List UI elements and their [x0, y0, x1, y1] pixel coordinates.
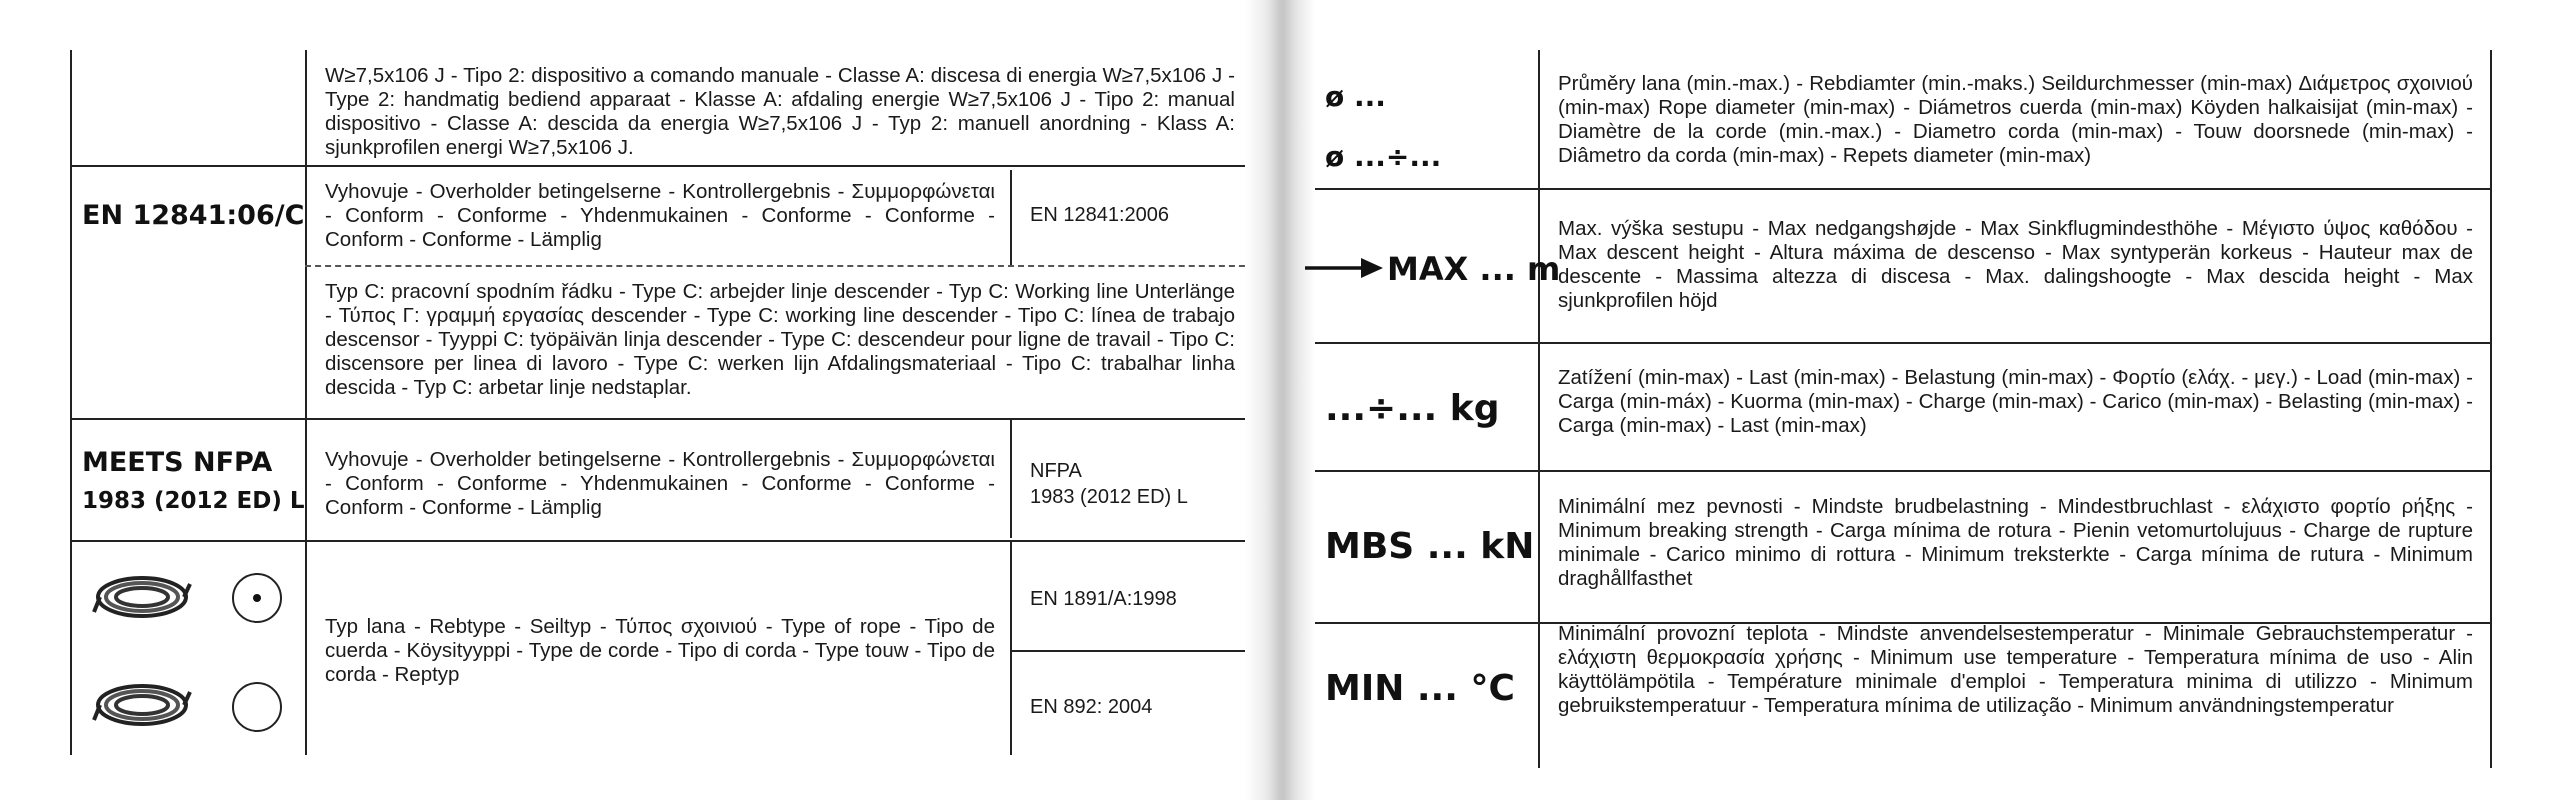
en12841-standard: EN 12841:2006 — [1030, 204, 1170, 226]
rope-coil-icon-double — [92, 680, 192, 730]
diameter-range-symbol: ø ...÷... — [1325, 140, 1442, 173]
diameter-symbol: ø ... — [1325, 80, 1386, 113]
right-page — [1275, 0, 2550, 800]
max-height-symbol: MAX ... m — [1387, 250, 1561, 288]
nfpa-conformity-text: Vyhovuje - Overholder betingelserne - Kontrollergebnis - Συμμορφώνεται - Conform - Conforme - Yhdenmukainen - Conforme - Conforme - Conform - Conforme - Lämplig — [325, 448, 995, 519]
right-row-separator-3 — [1315, 470, 2492, 472]
right-table-symbol-divider — [1538, 50, 1540, 768]
single-rope-symbol-icon — [232, 573, 282, 623]
row0-text: W≥7,5x106 J - Tipo 2: dispositivo a comando manuale - Classe A: discesa di energia W≥7,5x106 J - Type 2: handmatig bediend apparaat - Klasse A: afdaling energie W≥7,5x106 J - Tipo 2: manual dispositivo - Classe A: descida da energia W≥7,5x106 J - Typ 2: manuell anordning - Klass A: sjunkprofilen energi W≥7,5x106 J. — [325, 64, 1235, 159]
nfpa-label-line1: MEETS NFPA — [82, 447, 273, 478]
left-std-separator — [1010, 650, 1255, 652]
rope-coil-icon-single — [92, 572, 192, 622]
right-row-separator-2 — [1315, 342, 2492, 344]
left-table-label-divider — [305, 50, 307, 755]
load-symbol: ...÷... kg — [1325, 388, 1500, 429]
right-table-outer-line — [2490, 50, 2492, 768]
en12841-conformity-text: Vyhovuje - Overholder betingelserne - Kontrollergebnis - Συμμορφώνεται - Conform - Conforme - Yhdenmukainen - Conforme - Conforme - Conform - Conforme - Lämplig — [325, 180, 995, 251]
min-temperature-symbol: MIN ... °C — [1325, 668, 1515, 709]
nfpa-label-line2: 1983 (2012 ED) L — [82, 488, 305, 514]
left-table-std-divider-2 — [1010, 420, 1012, 538]
left-table-outer-line — [70, 50, 72, 755]
mbs-symbol: MBS ... kN — [1325, 526, 1535, 567]
nfpa-standard-line1: NFPA — [1030, 460, 1082, 482]
en12841-type-description: Typ C: pracovní spodním řádku - Type C: arbejder linje descender - Typ C: Working line Unterlänge - Τύπος Γ: γραμμή εργασίας descender - Type C: working line descender - Tipo C: línea de trabajo descensor - Tyyppi C: työpäivän linja descender - Type C: descendeur pour ligne de travail - Tipo C: discensore per linea di lavoro - Type C: werken lijn Afdalingsmateriaal - Tipo C: trabalhar linha descida - Typ C: arbetar linje nedstaplar. — [325, 280, 1235, 399]
min-temperature-text: Minimální provozní teplota - Mindste anvendelsestemperatur - Minimale Gebrauchstemperatur - ελάχιστη θερμοκρασία χρήσης - Minimum use temperature - Temperatura mínima de uso - Alin käyttölämpötila - Température minimale d'emploi - Temperatura minima di utilizzo - Minimum gebruikstemperatuur - Temperatura mínima de utilização - Minimum användningstemperatur — [1558, 622, 2473, 717]
left-table-std-divider-3 — [1010, 540, 1012, 755]
left-row-separator-2 — [70, 418, 1255, 420]
left-row-separator-1 — [70, 165, 1255, 167]
rope-type-text: Typ lana - Rebtype - Seiltyp - Τύπος σχοινιού - Type of rope - Tipo de cuerda - Köysityyppi - Type de corde - Tipo di corda - Type touw - Tipo de corda - Reptyp — [325, 615, 995, 686]
en12841-label: EN 12841:06/C — [82, 200, 305, 231]
left-row-dashed-separator — [305, 265, 1255, 267]
load-text: Zatížení (min-max) - Last (min-max) - Belastung (min-max) - Φορτίο (ελάχ. - μεγ.) - Load (min-max) - Carga (min-máx) - Kuorma (min-max) - Charge (min-max) - Carico (min-max) - Belasting (min-max) - Carga (min-max) - Last (min-max) — [1558, 366, 2473, 437]
diameter-text: Průměry lana (min.-max.) - Rebdiamter (min.-maks.) Seildurchmesser (min-max) Διάμετρος σχοινιού (min-max) Rope diameter (min-max) - Diámetros cuerda (min-max) Köyden halkaisijat (min-max) - Diamètre de la corde (min.-max.) - Diametro corda (min-max) - Touw doorsnede (min-max) - Diâmetro da corda (min-max) - Repets diameter (min-max) — [1558, 72, 2473, 167]
max-height-text: Max. výška sestupu - Max nedgangshøjde - Max Sinkflugmindesthöhe - Μέγιστο ύψος καθόδου - Max descent height - Altura máxima de descenso - Max syntyperän korkeus - Hauteur max de descente - Massima altezza di discesa - Max. dalingshoogte - Max descida height - Max sjunkprofilen höjd — [1558, 217, 2473, 312]
nfpa-standard-line2: 1983 (2012 ED) L — [1030, 486, 1188, 508]
right-row-separator-1 — [1315, 188, 2492, 190]
rope-standard-1: EN 1891/A:1998 — [1030, 588, 1177, 610]
mbs-text: Minimální mez pevnosti - Mindste brudbelastning - Mindestbruchlast - ελάχιστο φορτίο ρήξης - Minimum breaking strength - Carga mínima de rotura - Pienin vetomurtolujuus - Charge de rupture minimale - Carico minimo di rottura - Minimum treksterkte - Carga mínima de rutura - Minimum draghållfasthet — [1558, 495, 2473, 590]
dynamic-rope-symbol-icon — [232, 682, 282, 732]
left-table-std-divider-1 — [1010, 170, 1012, 265]
arrow-right-icon — [1305, 256, 1385, 280]
rope-standard-2: EN 892: 2004 — [1030, 696, 1153, 718]
single-rope-dot — [253, 594, 261, 602]
left-row-separator-3 — [70, 540, 1255, 542]
